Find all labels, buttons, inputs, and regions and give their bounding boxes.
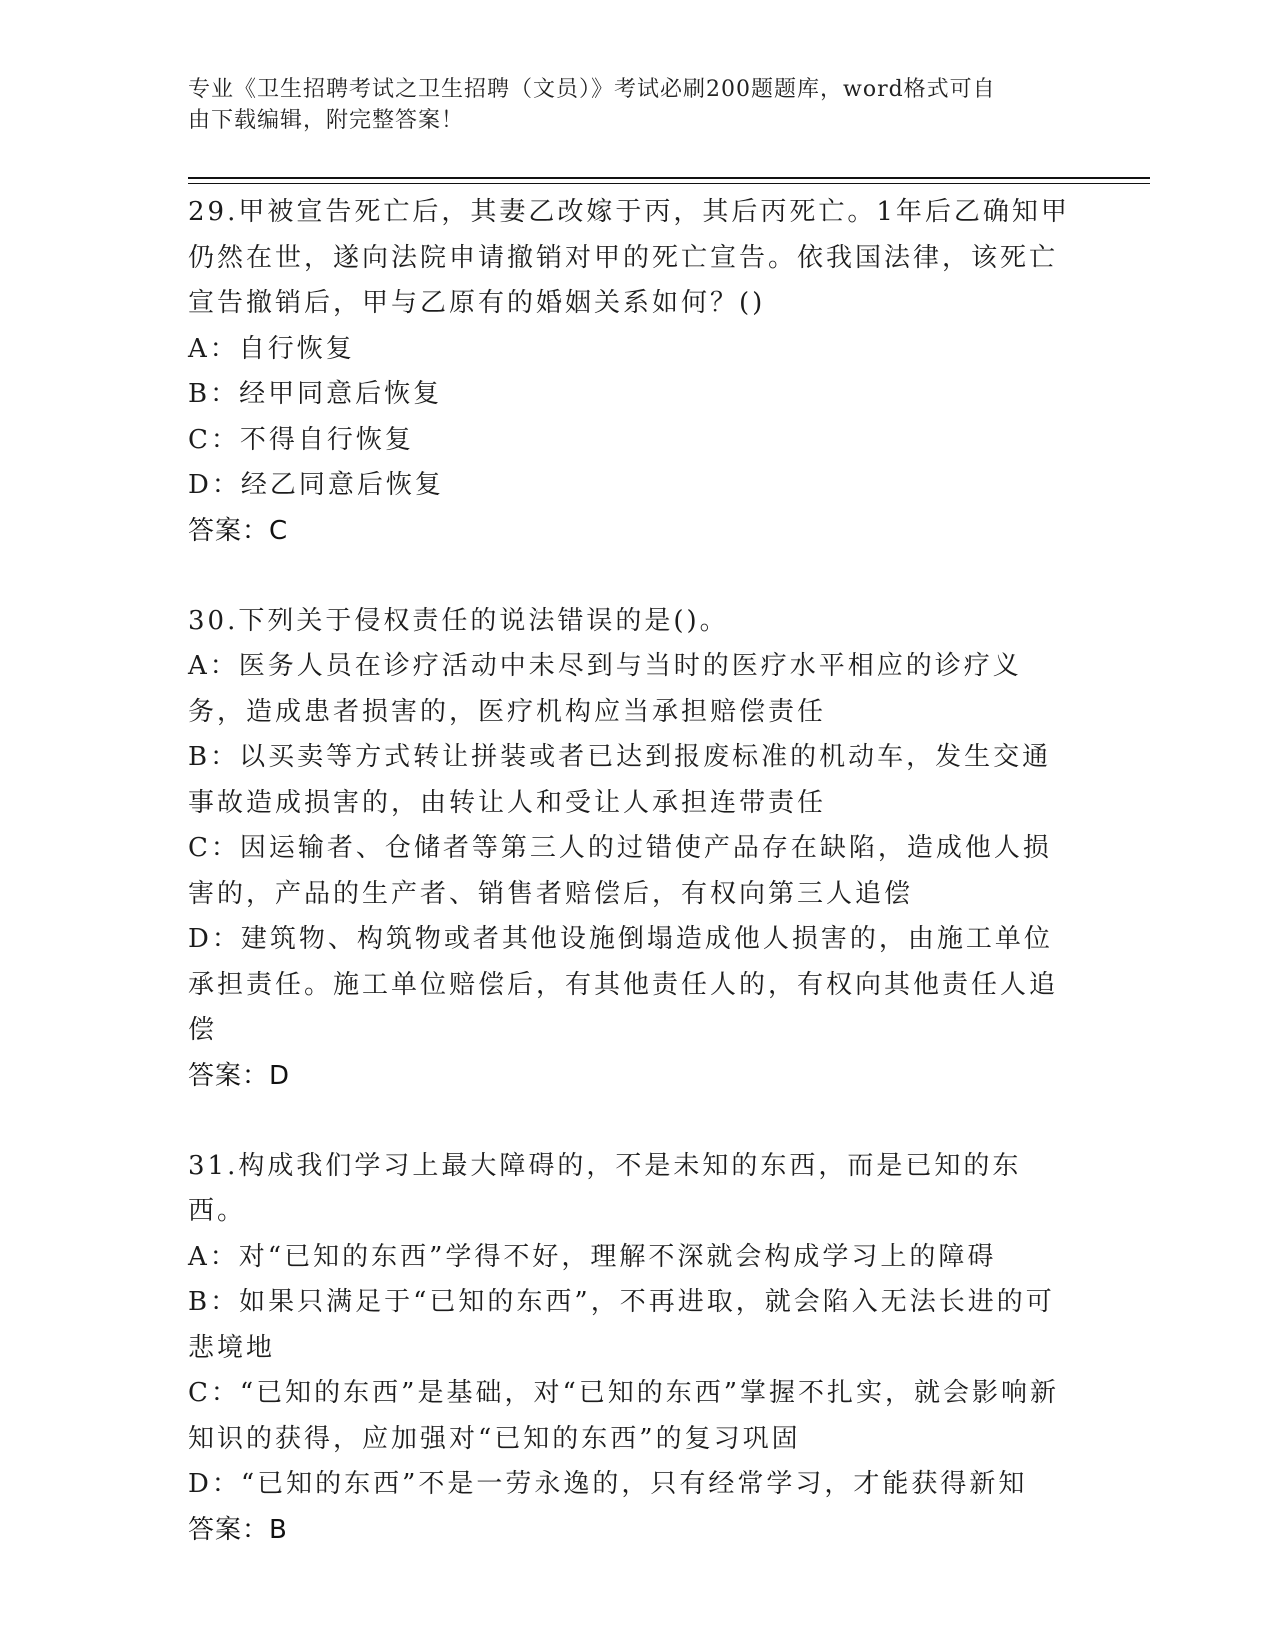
answer-label: 答案： bbox=[188, 1514, 270, 1545]
answer-line bbox=[188, 1508, 1078, 1553]
option-c: C：因运输者、仓储者等第三人的过错使产品存在缺陷，造成他人损害的，产品的生产者、销售者赔偿后，有权向第三人追偿 bbox=[188, 833, 1052, 909]
option-d: D：建筑物、构筑物或者其他设施倒塌造成他人损害的，由施工单位承担责任。施工单位赔偿后，有其他责任人的，有权向其他责任人追偿 bbox=[188, 924, 1059, 1045]
answer-value: C bbox=[269, 515, 289, 546]
option-c: C：“已知的东西”是基础，对“已知的东西”掌握不扎实，就会影响新知识的获得，应加强对“已知的东西”的复习巩固 bbox=[188, 1378, 1060, 1454]
header-line-1: 专业《卫生招聘考试之卫生招聘（文员）》考试必刷200题题库，word格式可自 bbox=[188, 77, 996, 102]
option-b: B：以买卖等方式转让拼装或者已达到报废标准的机动车，发生交通事故造成损害的，由转让人和受让人承担连带责任 bbox=[188, 742, 1052, 818]
option-c: C：不得自行恢复 bbox=[188, 424, 414, 455]
question-stem: 29.甲被宣告死亡后，其妻乙改嫁于丙，其后丙死亡。1年后乙确知甲仍然在世，遂向法院申请撤销对甲的死亡宣告。依我国法律，该死亡宣告撤销后，甲与乙原有的婚姻关系如何？() bbox=[188, 197, 1070, 318]
question-stem: 30.下列关于侵权责任的说法错误的是()。 bbox=[188, 605, 729, 636]
question-stem: 31.构成我们学习上最大障碍的，不是未知的东西，而是已知的东西。 bbox=[188, 1150, 1022, 1226]
header-divider-thick bbox=[188, 177, 1150, 179]
option-b: B：经甲同意后恢复 bbox=[188, 379, 443, 409]
option-a: A：自行恢复 bbox=[188, 333, 355, 364]
question-list bbox=[188, 190, 1078, 1598]
answer-line bbox=[188, 509, 1078, 554]
header-line-2: 由下载编辑，附完整答案！ bbox=[188, 108, 465, 133]
question-29 bbox=[188, 190, 1078, 554]
option-b: B：如果只满足于“已知的东西”，不再进取，就会陷入无法长进的可悲境地 bbox=[188, 1287, 1055, 1363]
option-a: A：医务人员在诊疗活动中未尽到与当时的医疗水平相应的诊疗义务，造成患者损害的，医疗机构应当承担赔偿责任 bbox=[188, 651, 1022, 727]
option-a: A：对“已知的东西”学得不好，理解不深就会构成学习上的障碍 bbox=[188, 1241, 997, 1272]
option-d: D：“已知的东西”不是一劳永逸的，只有经常学习，才能获得新知 bbox=[188, 1469, 1028, 1499]
answer-line bbox=[188, 1054, 1078, 1099]
document-header bbox=[188, 74, 1068, 136]
answer-label: 答案： bbox=[188, 515, 270, 546]
question-30 bbox=[188, 599, 1078, 1099]
answer-value: D bbox=[269, 1060, 291, 1091]
answer-label: 答案： bbox=[188, 1060, 270, 1091]
option-d: D：经乙同意后恢复 bbox=[188, 470, 444, 500]
answer-value: B bbox=[269, 1514, 288, 1545]
header-divider-thin bbox=[188, 183, 1150, 184]
question-31 bbox=[188, 1144, 1078, 1553]
